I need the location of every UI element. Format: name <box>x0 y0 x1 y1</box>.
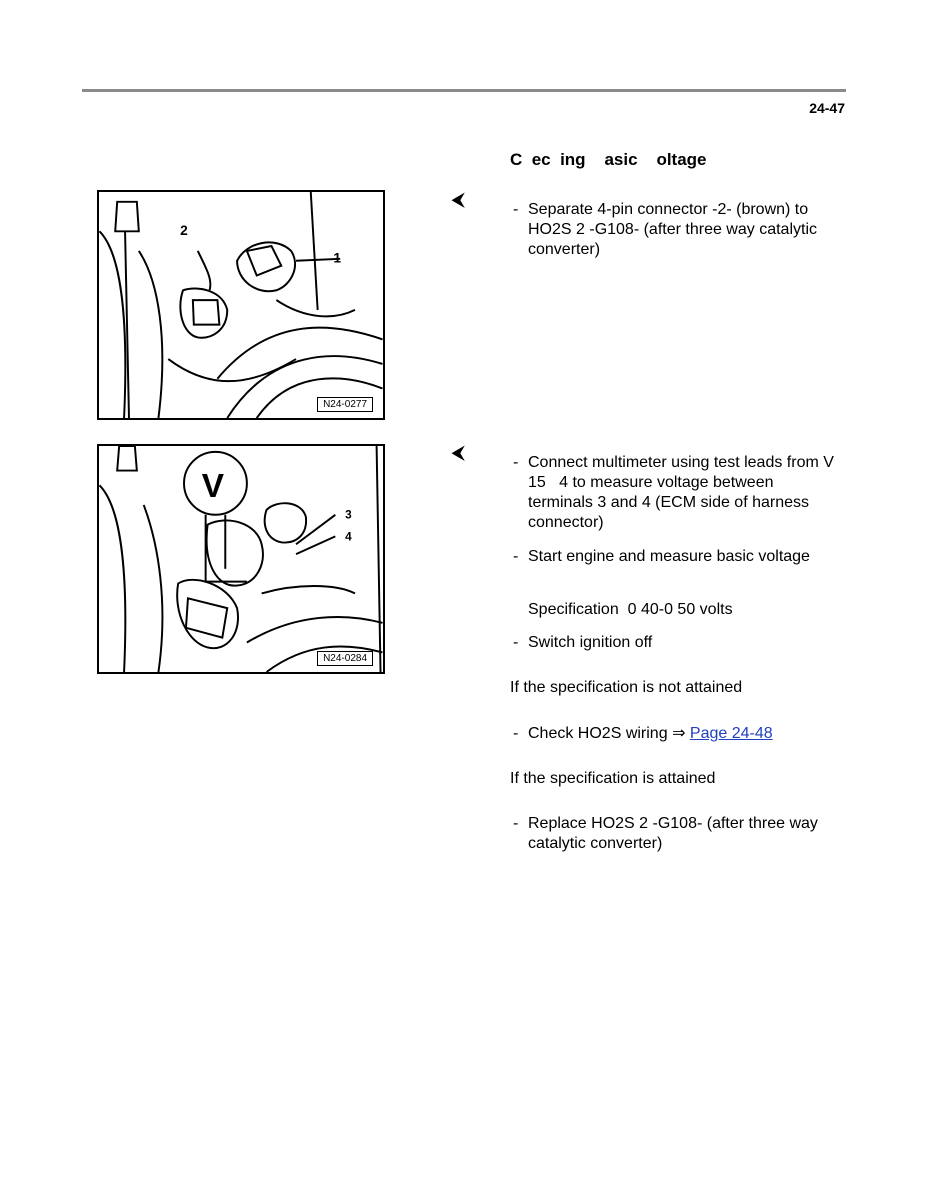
link-arrow-icon: ⇒ <box>672 725 686 742</box>
step-text: Separate 4-pin connector -2- (brown) to HO2S 2 -G108- (after three way catalytic converter) <box>528 201 822 258</box>
step-text: Replace HO2S 2 -G108- (after three way catalytic converter) <box>528 815 823 852</box>
step-dash: - <box>513 725 519 742</box>
step-switch-off <box>510 633 840 653</box>
voltmeter-v-label: V <box>201 468 224 506</box>
step-dash: - <box>513 454 519 471</box>
step-text: Start engine and measure basic voltage <box>528 548 810 565</box>
step-separate-connector <box>510 200 840 260</box>
specification: Specification 0 40-0 50 volts <box>528 601 733 618</box>
callout-2: 2 <box>180 223 188 239</box>
step-text: Switch ignition off <box>528 634 653 651</box>
multimeter-illustration <box>99 446 383 672</box>
step-connect-multimeter <box>510 453 857 533</box>
step-text-wrap <box>510 724 840 744</box>
figure-pointer-icon: ⮜ <box>452 190 465 209</box>
step-dash: - <box>513 634 519 651</box>
callout-1: 1 <box>333 250 342 266</box>
step-check-wiring <box>510 724 840 744</box>
figure-code: N24-0277 <box>317 397 373 412</box>
figure-pointer-icon: ⮜ <box>452 443 465 462</box>
figure-multimeter-photo <box>97 444 385 674</box>
connector-illustration <box>99 192 383 418</box>
condition-attained: If the specification is attained <box>510 770 716 787</box>
step-replace-sensor <box>510 814 840 854</box>
step-text: Connect multimeter using test leads from V 15 4 to measure voltage between terminals 3 and 4 (ECM side of harness connector) <box>528 454 857 531</box>
condition-not-attained: If the specification is not attained <box>510 679 743 696</box>
callout-4: 4 <box>345 530 352 544</box>
step-dash: - <box>513 815 519 832</box>
step-text: Check HO2S wiring <box>528 725 668 742</box>
figure-code: N24-0284 <box>317 651 373 666</box>
section-heading: C ec ing asic oltage <box>510 150 707 169</box>
figure-connector-photo <box>97 190 385 420</box>
step-start-engine <box>510 547 840 567</box>
step-dash: - <box>513 201 519 218</box>
page-number: 24-47 <box>809 100 845 116</box>
page-link[interactable]: Page 24-48 <box>689 725 773 742</box>
callout-3: 3 <box>345 508 352 522</box>
step-dash: - <box>513 548 519 565</box>
header-rule <box>82 89 846 92</box>
